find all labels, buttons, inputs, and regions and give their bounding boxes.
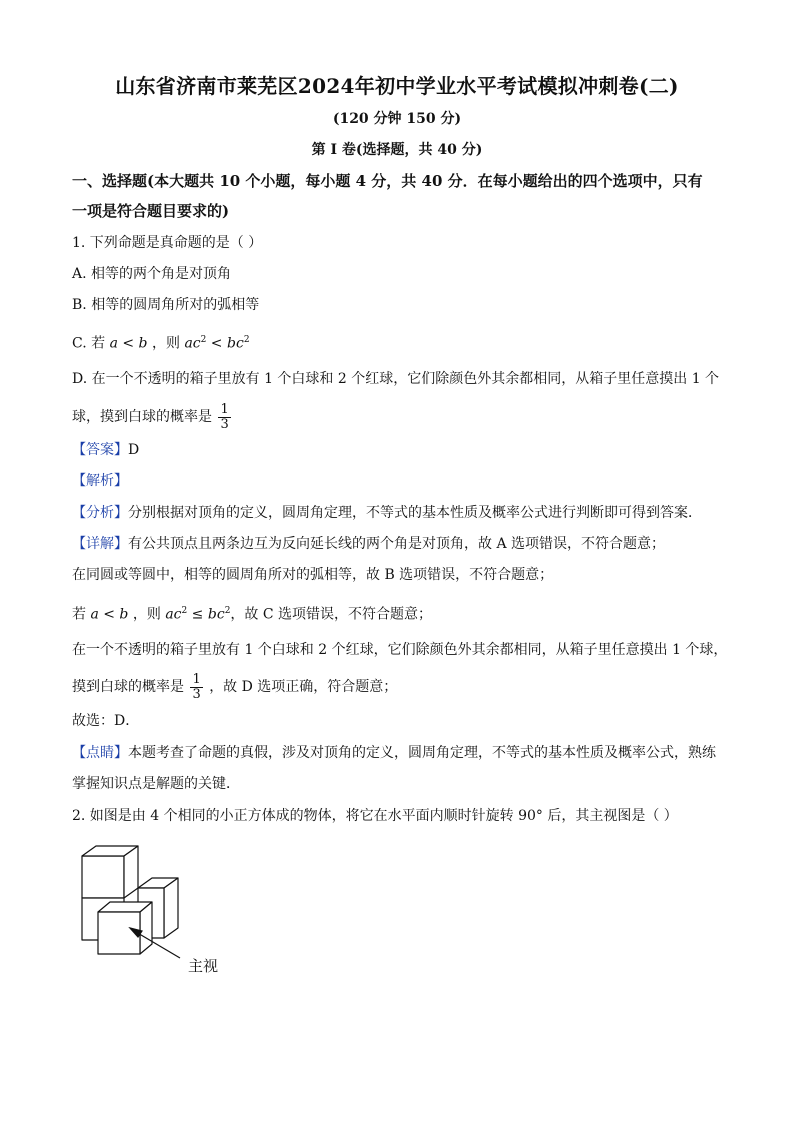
q1-option-c-condition: a < b xyxy=(109,335,148,352)
part-heading: 第 I 卷(选择题，共 40 分) xyxy=(311,142,483,158)
xiangjie-d-prefix: 摸到白球的概率是 xyxy=(72,679,184,695)
xiangjie-c-prefix: 若 xyxy=(72,606,86,623)
cube-top-front-face xyxy=(82,856,124,898)
q1-dianjing-line1 xyxy=(72,743,716,763)
q1-option-d-line2 xyxy=(72,400,233,434)
answer-value: D xyxy=(128,442,140,458)
view-direction-label: 主视 xyxy=(188,957,219,975)
q1-fenxi xyxy=(72,503,702,523)
xiangjie-c-mid: ，则 xyxy=(132,606,161,623)
q1-xiangjie-d-line2 xyxy=(72,670,397,704)
q1-answer xyxy=(72,440,139,460)
q1-choice: 故选：D． xyxy=(72,713,140,729)
xiangjie-c-condition: a < b xyxy=(90,606,129,623)
fraction-denominator: 3 xyxy=(192,686,201,702)
q1-xiangjie-a xyxy=(72,534,665,554)
q2-cube-figure xyxy=(72,840,252,980)
section-heading-line2: 一项是符合题目要求的) xyxy=(72,202,230,220)
q1-option-d-fraction xyxy=(218,403,230,432)
xiangjie-tag: 【详解】 xyxy=(72,536,128,552)
q1-option-c-square-2: 2 xyxy=(243,335,250,345)
q1-option-c-result-right: bc xyxy=(227,335,244,352)
q2-stem: 2. 如图是由 4 个相同的小正方体成的物体，将它在水平面内顺时针旋转 90° 后，其主视图是（ ） xyxy=(72,808,678,824)
fenxi-tag: 【分析】 xyxy=(72,505,128,521)
cube-back-side-face xyxy=(164,878,178,938)
q1-stem: 1. 下列命题是真命题的是（ ） xyxy=(72,235,263,251)
fraction-numerator: 1 xyxy=(192,671,201,687)
q1-option-c-operator: < xyxy=(206,335,227,352)
xiangjie-c-right: bc xyxy=(207,606,225,623)
xiangjie-a-text: 有公共顶点且两条边互为反向延长线的两个角是对顶角，故 A 选项错误，不符合题意； xyxy=(128,536,666,552)
q1-dianjing-line2: 掌握知识点是解题的关键． xyxy=(72,776,240,792)
q1-xiangjie-d-line1: 在一个不透明的箱子里放有 1 个白球和 2 个红球，它们除颜色外其余都相同，从箱子里任意摸出 1 个球， xyxy=(72,642,728,658)
analysis-tag: 【解析】 xyxy=(72,473,128,489)
q1-option-c xyxy=(72,330,250,354)
q1-xiangjie-b: 在同圆或等圆中，相等的圆周角所对的弧相等，故 B 选项错误，不符合题意； xyxy=(72,567,554,583)
q1-option-a: A. 相等的两个角是对顶角 xyxy=(72,266,232,282)
q1-option-c-mid: ，则 xyxy=(151,335,180,352)
section-heading-line1: 一、选择题(本大题共 10 个小题，每小题 4 分，共 40 分．在每小题给出的四个选项中，只有 xyxy=(72,172,703,190)
page-title: 山东省济南市莱芜区2024年初中学业水平考试模拟冲刺卷(二) xyxy=(115,74,679,98)
xiangjie-c-post: ，故 C 选项错误，不符合题意； xyxy=(230,606,433,623)
q1-option-c-result-left: ac xyxy=(184,335,201,352)
xiangjie-d-fraction xyxy=(190,673,202,702)
xiangjie-c-left: ac xyxy=(165,606,182,623)
q1-xiangjie-c xyxy=(72,601,432,625)
q1-option-d-line1: D. 在一个不透明的箱子里放有 1 个白球和 2 个红球，它们除颜色外其余都相同，从箱子里任意摸出 1 个 xyxy=(72,371,720,387)
xiangjie-c-operator: ≤ xyxy=(187,606,208,623)
answer-tag: 【答案】 xyxy=(72,442,128,458)
q1-option-c-prefix: C. 若 xyxy=(72,335,106,352)
q1-option-d-text: 球，摸到白球的概率是 xyxy=(72,409,212,425)
dianjing-tag: 【点睛】 xyxy=(72,745,128,761)
fenxi-text: 分别根据对顶角的定义，圆周角定理，不等式的基本性质及概率公式进行判断即可得到答案． xyxy=(128,505,702,521)
q1-option-c-square-1: 2 xyxy=(200,335,207,345)
xiangjie-c-square-2: 2 xyxy=(224,606,231,616)
time-score: (120 分钟 150 分) xyxy=(332,111,462,127)
fraction-numerator: 1 xyxy=(220,401,229,417)
xiangjie-d-post: ，故 D 选项正确，符合题意； xyxy=(209,679,398,695)
xiangjie-c-square-1: 2 xyxy=(181,606,188,616)
cube-top-side-face xyxy=(124,846,138,898)
cube-front-side-face xyxy=(140,902,152,954)
dianjing-text-1: 本题考查了命题的真假，涉及对顶角的定义，圆周角定理，不等式的基本性质及概率公式，熟练 xyxy=(128,745,716,761)
q1-option-b: B. 相等的圆周角所对的弧相等 xyxy=(72,297,260,313)
fraction-denominator: 3 xyxy=(220,416,229,432)
